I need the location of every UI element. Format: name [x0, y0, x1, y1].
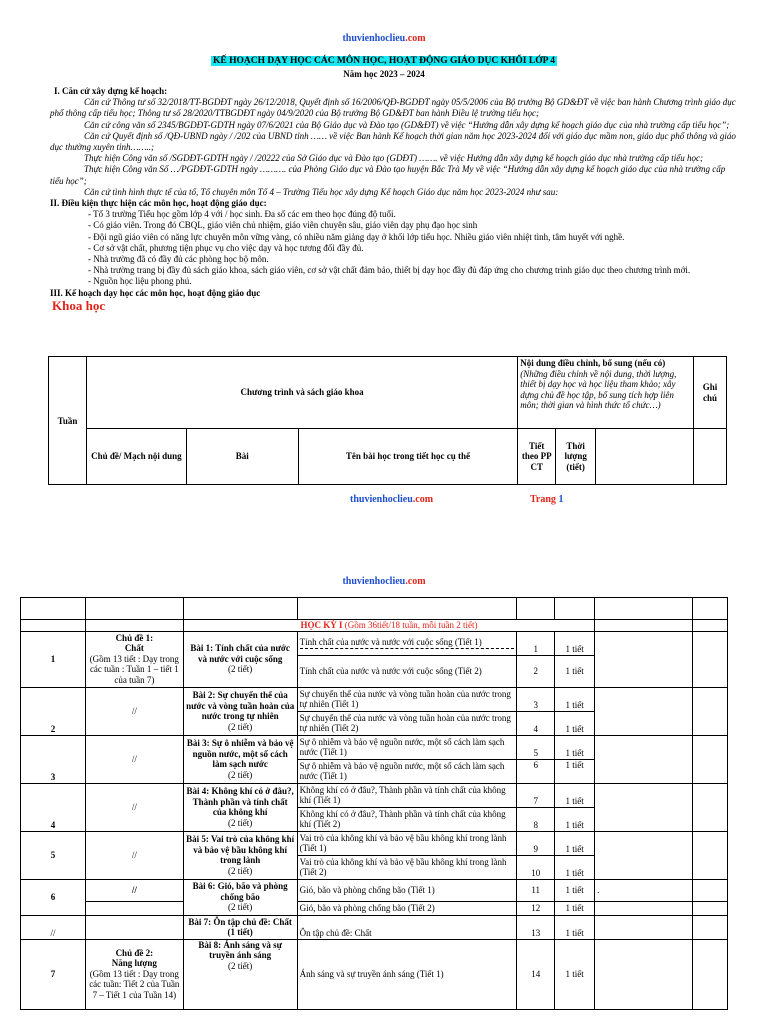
duration: 1 tiết [555, 939, 595, 1009]
condition-line: - Đội ngũ giáo viên có năng lực chuyên môn vững vàng, có nhiều năm giảng dạy ở khối lớp tiểu học. Nhiều giáo viên nhiệt tình, tâm huyết với nghề. [88, 231, 625, 242]
topic-cell: // [85, 783, 183, 831]
duration: 1 tiết [555, 915, 595, 939]
lesson-title: Ánh sáng và sự truyền ánh sáng (Tiết 1) [297, 939, 517, 1009]
period-number: 14 [517, 939, 555, 1009]
lesson-title: Không khí có ở đâu?, Thành phần và tính chất của không khí (Tiết 2) [297, 807, 517, 831]
col-program: Chương trình và sách giáo khoa [86, 357, 517, 429]
adjust-title: Nội dung điều chỉnh, bổ sung (nếu có) [520, 358, 666, 368]
plan-header-table [48, 356, 727, 485]
period-number: 2 [517, 655, 555, 687]
adjust-note: (Những điều chỉnh về nội dung, thời lượng, thiết bị dạy học và học liệu tham khảo; xây dựng chủ đề học tập, bổ sung tích hợp liên môn; thời gian và hình thức tổ chức…) [520, 368, 677, 410]
week-cell: 2 [21, 687, 86, 735]
section3-heading: III. Kế hoạch dạy học các môn học, hoạt động giáo dục [50, 287, 261, 298]
col-tenbai: Tên bài học trong tiết học cụ thể [298, 429, 518, 485]
period-number: 8 [517, 807, 555, 831]
lesson-cell: Bài 7: Ôn tập chủ đề: Chất (1 tiết) [183, 915, 297, 939]
duration: 1 tiết [555, 901, 595, 915]
topic-cell: Chủ đề 2: Năng lượng (Gồm 13 tiết : Dạy trong các tuần: Tiết 2 của Tuần 7 – Tiết 1 của Tuần 14) [85, 939, 183, 1009]
duration: 1 tiết [555, 879, 595, 901]
period-number: 10 [517, 855, 555, 879]
week-cell: 5 [21, 831, 86, 879]
empty-cell [596, 429, 694, 485]
condition-line: - Nhà trường đã có đầy đủ các phòng học bộ môn. [88, 254, 269, 265]
basis-line: Thực hiện Công văn Số …/PGDĐT-GDTH ngày ………. của Phòng Giáo dục và Đào tạo huyện Bắc Trà My về việc “Hướng dẫn xây dựng kế hoạch giáo dục của nhà trường cấp tiểu học”; [50, 164, 726, 186]
section1-heading: I. Căn cứ xây dựng kế hoạch: [54, 86, 168, 96]
week-cell: 3 [21, 735, 86, 783]
period-number: 5 [517, 735, 555, 759]
condition-line: - Có giáo viên. Trong đó CBQL, giáo viên chủ nhiệm, giáo viên chuyên sâu, giáo viên dạy phụ đạo học sinh [88, 220, 478, 231]
col-tiet: Tiết theo PP CT [518, 429, 556, 485]
week-cell: 6 [21, 879, 86, 915]
duration: 1 tiết [555, 831, 595, 855]
period-number: 9 [517, 831, 555, 855]
basis-line: Căn cứ công văn số 2345/BGDĐT-GDTH ngày 07/6/2021 của Bộ Giáo dục và Đào tạo (GD&ĐT) về việc “Hướng dẫn xây dựng kế hoạch giáo dục của nhà trường cấp tiểu học”; [84, 119, 730, 130]
site-watermark-page2: thuvienhoclieu.com [342, 576, 426, 587]
basis-line: Thực hiện Công văn số /SGDĐT-GDTH ngày / /20222 của Sở Giáo dục và Đào tạo (GDĐT) ……. về việc Hướng dẫn xây dựng kế hoạch giáo dục nhà trường cấp tiểu học; [84, 153, 704, 164]
lesson-cell: Bài 2: Sự chuyển thể của nước và vòng tuần hoàn của nước trong tự nhiên (2 tiết) [183, 687, 297, 735]
col-chude: Chủ đề/ Mạch nội dung [86, 429, 186, 485]
duration: 1 tiết [555, 631, 595, 655]
lesson-title: Sự chuyển thể của nước và vòng tuần hoàn của nước trong tự nhiên (Tiết 1) [297, 687, 517, 711]
period-number: 7 [517, 783, 555, 807]
lesson-title: Sự ô nhiễm và bảo vệ nguồn nước, một số cách làm sạch nước (Tiết 1) [297, 759, 517, 783]
duration: 1 tiết [555, 655, 595, 687]
plan-table [20, 597, 728, 1010]
topic-cell: Chủ đề 1: Chất (Gồm 13 tiết : Dạy trong các tuần : Tuần 1 – tiết 1 của tuần 7) [85, 631, 183, 687]
lesson-cell: Bài 8: Ánh sáng và sự truyền ánh sáng (2 tiết) [183, 939, 297, 1009]
topic-cell: // [85, 735, 183, 783]
lesson-title: Không khí có ở đâu?, Thành phần và tính chất của không khí (Tiết 1) [297, 783, 517, 807]
lesson-title: Tính chất của nước và nước với cuộc sống (Tiết 2) [297, 655, 517, 687]
condition-line: - Cơ sở vật chất, phương tiện phục vụ cho việc dạy và học tương đối đầy đủ. [88, 242, 364, 253]
week-cell: 1 [21, 631, 86, 687]
condition-line: - Nhà trường trang bị đầy đủ sách giáo khoa, sách giáo viên, cơ sở vật chất đảm bảo, thiết bị dạy học đầy đủ đáp ứng cho chương trình giáo dục theo chương trình mới. [88, 265, 691, 276]
lesson-cell: Bài 4: Không khí có ở đâu?, Thành phần và tính chất của không khí (2 tiết) [183, 783, 297, 831]
lesson-cell: Bài 3: Sự ô nhiễm và bảo vệ nguồn nước, một số cách làm sạch nước (2 tiết) [183, 735, 297, 783]
document-title: KẾ HOẠCH DẠY HỌC CÁC MÔN HỌC, HOẠT ĐỘNG GIÁO DỤC KHỐI LỚP 4 [212, 56, 555, 66]
col-bai: Bài [186, 429, 298, 485]
school-year: Năm học 2023 – 2024 [343, 69, 425, 79]
lesson-title: Tính chất của nước và nước với cuộc sống (Tiết 1) [297, 631, 517, 655]
lesson-title: Ôn tập chủ đề: Chất [297, 915, 517, 939]
semester-label: HỌC KỲ I (Gồm 36tiết/18 tuần, mỗi tuần 2 tiết) [183, 620, 594, 632]
lesson-title: Sự chuyển thể của nước và vòng tuần hoàn của nước trong tự nhiên (Tiết 2) [297, 711, 517, 735]
lesson-cell: Bài 6: Gió, bão và phòng chống bão (2 tiết) [183, 879, 297, 915]
lesson-title: Vai trò của không khí và bảo vệ bầu không khí trong lành (Tiết 2) [297, 855, 517, 879]
period-number: 12 [517, 901, 555, 915]
lesson-title: Gió, bão và phòng chống bão (Tiết 1) [297, 879, 517, 901]
col-tuan: Tuần [49, 357, 87, 485]
duration: 1 tiết [555, 807, 595, 831]
duration: 1 tiết [555, 711, 595, 735]
duration: 1 tiết [555, 855, 595, 879]
lesson-cell: Bài 5: Vai trò của không khí và bảo vệ bầu không khí trong lành (2 tiết) [183, 831, 297, 879]
duration: 1 tiết [555, 687, 595, 711]
page-1 [0, 33, 768, 79]
lesson-cell: Bài 1: Tính chất của nước và nước với cuộc sống (2 tiết) [183, 631, 297, 687]
period-number: 4 [517, 711, 555, 735]
duration: 1 tiết [555, 759, 595, 783]
lesson-title: Sự ô nhiễm và bảo vệ nguồn nước, một số cách làm sạch nước (Tiết 1) [297, 735, 517, 759]
page-number: Trang 1 [530, 494, 564, 505]
section2-heading: II. Điều kiện thực hiện các môn học, hoạt động giáo dục: [50, 198, 267, 209]
condition-line: - Nguồn học liệu phong phú. [88, 276, 192, 287]
period-number: 11 [517, 879, 555, 901]
lesson-title: Vai trò của không khí và bảo vệ bầu không khí trong lành (Tiết 1) [297, 831, 517, 855]
duration: 1 tiết [555, 783, 595, 807]
week-cell: // [21, 915, 86, 939]
period-number: 1 [517, 631, 555, 655]
basis-line: Căn cứ tình hình thực tế của tổ, Tổ chuyên môn Tổ 4 – Trường Tiểu học xây dựng Kế hoạch Giáo dục năm học 2023-2024 như sau: [84, 186, 559, 197]
plan-body [50, 86, 740, 311]
col-thoiluong: Thời lượng (tiết) [556, 429, 596, 485]
period-number: 6 [517, 759, 555, 783]
week-cell: 7 [21, 939, 86, 1009]
basis-line: Căn cứ Quyết định số /QĐ-UBND ngày / /202 của UBND tỉnh …… về việc Ban hành Kế hoạch thời gian năm học 2023-2024 đối với giáo dục mầm non, giáo dục phổ thông và giáo dục thường xuyên tỉnh……..; [50, 130, 736, 153]
basis-line: Căn cứ Thông tư số 32/2018/TT-BGDĐT ngày 26/12/2018, Quyết định số 16/2006/QĐ-BGDĐT ngày 05/5/2006 của Bộ trưởng Bộ GD&ĐT về việc ban hành Chương trình giáo dục phổ thông cấp tiểu học; Thông tư số 28/2020/TTBGDĐT ngày 04/9/2020 của Bộ trưởng Bộ GD&ĐT ban hành Điều lệ trường tiểu học; [50, 97, 736, 119]
site-watermark-footer: thuvienhoclieu.com [350, 494, 434, 505]
period-number: 13 [517, 915, 555, 939]
note-mark: . [595, 879, 693, 901]
lesson-title: Gió, bão và phòng chống bão (Tiết 2) [297, 901, 517, 915]
period-number: 3 [517, 687, 555, 711]
topic-cell: // [85, 879, 183, 901]
duration: 1 tiết [555, 735, 595, 759]
topic-cell: // [85, 687, 183, 735]
week-cell: 4 [21, 783, 86, 831]
condition-line: - Tổ 3 trường Tiểu học gồm lớp 4 với / học sinh. Đa số các em theo học đúng độ tuổi. [88, 209, 396, 220]
col-ghichu: Ghi chú [693, 357, 726, 429]
topic-cell: // [85, 831, 183, 879]
subject-heading: Khoa học [52, 297, 106, 313]
empty-cell [693, 429, 726, 485]
site-watermark-top: thuvienhoclieu.com [342, 33, 426, 44]
col-adjust [518, 357, 694, 429]
